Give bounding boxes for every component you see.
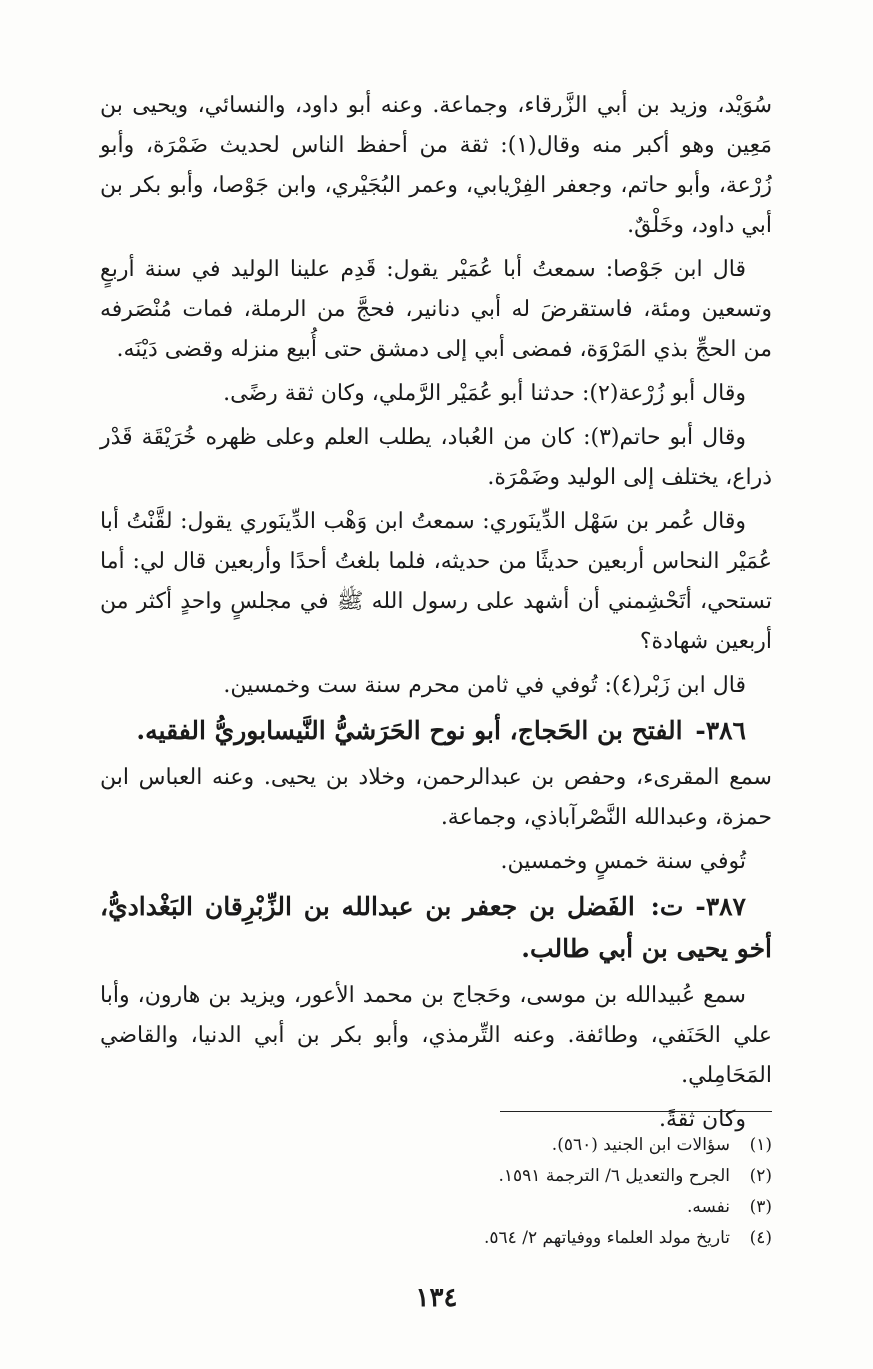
paragraph: وقال أبو حاتم(٣): كان من العُباد، يطلب العلم وعلى ظهره خُرَيْقَة قَدْر ذراع، يختلف إلى الوليد وضَمْرَة. [100, 425, 772, 490]
footnote [100, 1161, 772, 1192]
footnotes [100, 1130, 772, 1254]
paragraph: سُوَيْد، وزيد بن أبي الزَّرقاء، وجماعة. وعنه أبو داود، والنسائي، ويحيى بن مَعِين وهو أكبر منه وقال(١): ثقة من أحفظ الناس لحديث ضَمْرَة، وأبو زُرْعة، وأبو حاتم، وجعفر الفِرْيابي، وعمر البُجَيْري، وابن جَوْصا، وأبو بكر بن أبي داود، وخَلْقٌ. [100, 93, 772, 238]
paragraph: قال ابن جَوْصا: سمعتُ أبا عُمَيْر يقول: قَدِم علينا الوليد في سنة أربعٍ وتسعين ومئة، فاستقرضَ له أبي دنانير، فحجَّ من الرملة، فمات مُنْصَرفه من الحجِّ بذي المَرْوَة، فمضى أبي إلى دمشق حتى أُبيع منزله وقضى دَيْنَه. [100, 257, 772, 362]
footnote-text: الجرح والتعديل ٦/ الترجمة ١٥٩١. [498, 1166, 730, 1186]
paragraph: سمع عُبيدالله بن موسى، وحَجاج بن محمد الأعور، ويزيد بن هارون، وأبا علي الحَنَفي، وطائفة. وعنه التِّرمذي، وأبو بكر بن أبي الدنيا، والقاضي المَحَامِلي. [100, 983, 772, 1088]
entry-title: الفَضل بن جعفر بن عبدالله بن الزِّبْرِقان البَغْداديُّ، أخو يحيى بن أبي طالب. [100, 892, 772, 963]
paragraph: وكان ثقةً. [659, 1107, 746, 1132]
footnote-number: (٤) [749, 1228, 772, 1248]
paragraph: سمع المقرىء، وحفص بن عبدالرحمن، وخلاد بن يحيى. وعنه العباس ابن حمزة، وعبدالله النَّصْرآباذي، وجماعة. [100, 765, 772, 830]
paragraph: تُوفي سنة خمسٍ وخمسين. [500, 849, 746, 874]
footnote [100, 1192, 772, 1223]
main-text [100, 86, 772, 1144]
footnote-separator [500, 1111, 772, 1112]
entry-number: ٣٨٧- ت: [650, 892, 746, 921]
footnote-number: (٢) [749, 1166, 772, 1186]
footnote-text: نفسه. [686, 1197, 730, 1217]
footnote-number: (١) [749, 1135, 772, 1155]
page-number: ١٣٤ [415, 1283, 458, 1313]
footnote-number: (٣) [749, 1197, 772, 1217]
footnote-text: تاريخ مولد العلماء ووفياتهم ٢/ ٥٦٤. [484, 1228, 730, 1248]
entry-number: ٣٨٦- [695, 716, 746, 745]
paragraph: قال ابن زَبْر(٤): تُوفي في ثامن محرم سنة ست وخمسين. [223, 673, 746, 698]
paragraph: وقال أبو زُرْعة(٢): حدثنا أبو عُمَيْر الرَّملي، وكان ثقة رضًى. [223, 381, 746, 406]
entry-heading-387 [100, 886, 772, 970]
entry-title: الفتح بن الحَجاج، أبو نوح الحَرَشيُّ النَّيسابوريُّ الفقيه. [136, 716, 683, 745]
footnote [100, 1130, 772, 1161]
paragraph: وقال عُمر بن سَهْل الدِّينَوري: سمعتُ ابن وَهْب الدِّينَوري يقول: لقَّنْتُ أبا عُمَيْر النحاس أربعين حديثًا من حديثه، فلما بلغتُ أحدًا وأربعين قال لي: أما تستحي، أتَحْشِمني أن أشهد على رسول الله ﷺ في مجلسٍ واحدٍ أكثر من أربعين شهادة؟ [100, 509, 772, 654]
entry-heading-386 [100, 710, 772, 752]
footnote-text: سؤالات ابن الجنيد (٥٦٠). [551, 1135, 730, 1155]
footnote [100, 1223, 772, 1254]
